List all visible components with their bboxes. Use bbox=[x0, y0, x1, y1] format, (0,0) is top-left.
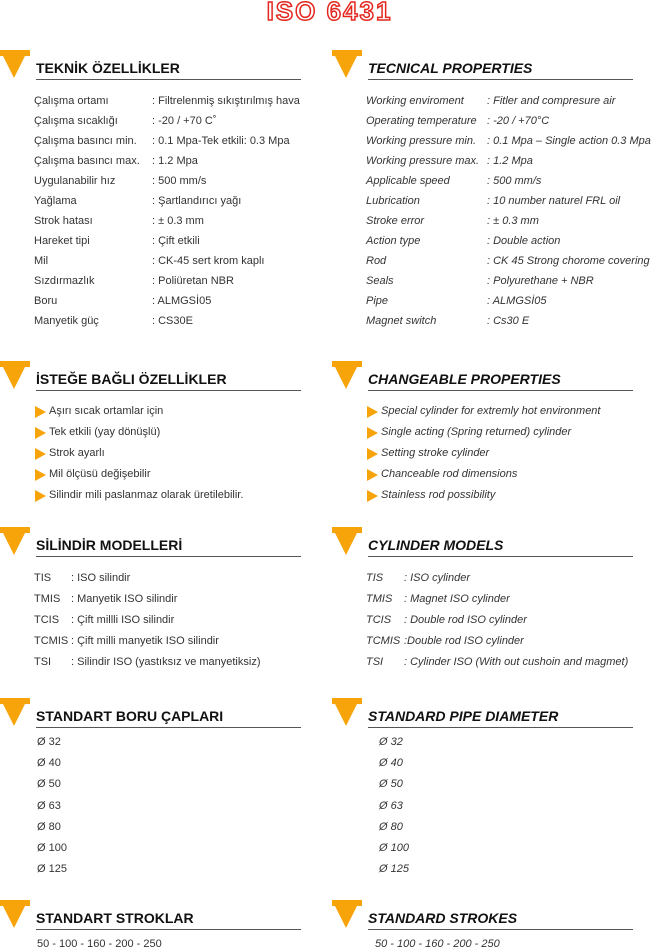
section-heading: STANDARD PIPE DIAMETER bbox=[368, 708, 559, 724]
section-header-technical bbox=[332, 50, 642, 80]
spec-label: Working pressure min. bbox=[366, 135, 477, 147]
spec-label: Strok hatası bbox=[34, 215, 93, 227]
stroke-values-en: 50 - 100 - 160 - 200 - 250 bbox=[375, 938, 500, 950]
diameter-item: Ø 80 bbox=[379, 820, 403, 833]
spec-value: : Çift milli manyetik ISO silindir bbox=[71, 635, 219, 647]
section-heading: STANDART STROKLAR bbox=[36, 910, 194, 926]
section-divider bbox=[36, 390, 301, 391]
section-divider bbox=[36, 727, 301, 728]
spec-label: Lubrication bbox=[366, 195, 420, 207]
spec-row bbox=[34, 175, 207, 187]
diameter-item: Ø 80 bbox=[37, 820, 61, 833]
section-divider bbox=[368, 390, 633, 391]
arrow-right-icon bbox=[35, 448, 46, 460]
spec-value: : 0.1 Mpa-Tek etkili: 0.3 Mpa bbox=[152, 135, 290, 147]
section-marker-triangle bbox=[332, 361, 360, 389]
spec-value: : Cs30 E bbox=[487, 315, 530, 327]
spec-row bbox=[34, 115, 217, 127]
section-heading: STANDARD STROKES bbox=[368, 910, 518, 926]
spec-label: Magnet switch bbox=[366, 315, 437, 327]
page-title: ISO 6431 bbox=[266, 0, 393, 26]
spec-label: Sızdırmazlık bbox=[34, 275, 95, 287]
spec-value: : 0.1 Mpa – Single action 0.3 Mpa bbox=[487, 135, 651, 147]
diameter-item: Ø 50 bbox=[379, 778, 403, 791]
spec-label: Çalışma sıcaklığı bbox=[34, 115, 118, 127]
spec-label: TMIS bbox=[366, 593, 393, 605]
diameter-item: Ø 63 bbox=[37, 799, 61, 812]
spec-row bbox=[366, 135, 651, 147]
spec-label: Operating temperature bbox=[366, 115, 477, 127]
bullet-text: Aşırı sıcak ortamlar için bbox=[49, 405, 164, 417]
spec-value: : Poliüretan NBR bbox=[152, 275, 234, 287]
section-header-silindir-modelleri bbox=[0, 527, 310, 557]
diameter-item: Ø 40 bbox=[379, 757, 403, 770]
arrow-right-icon bbox=[367, 406, 378, 418]
arrow-right-icon bbox=[367, 427, 378, 439]
section-marker-triangle bbox=[0, 361, 28, 389]
section-heading: SİLİNDİR MODELLERİ bbox=[36, 537, 183, 553]
spec-label: Çalışma basıncı max. bbox=[34, 155, 140, 167]
spec-label: Çalışma basıncı min. bbox=[34, 135, 137, 147]
spec-value: : 500 mm/s bbox=[152, 175, 207, 187]
section-marker-triangle bbox=[332, 50, 360, 78]
spec-label: Working enviroment bbox=[366, 95, 464, 107]
spec-value: : -20 / +70 C˚ bbox=[152, 115, 217, 127]
spec-label: TCMIS bbox=[366, 635, 401, 647]
spec-value: :Double rod ISO cylinder bbox=[404, 635, 524, 647]
spec-value: : ISO cylinder bbox=[404, 572, 471, 584]
spec-row bbox=[366, 315, 530, 327]
bullet-text: Strok ayarlı bbox=[49, 447, 105, 459]
spec-row bbox=[34, 235, 200, 247]
spec-row bbox=[34, 135, 290, 147]
spec-row bbox=[34, 572, 131, 584]
bullet-text: Single acting (Spring returned) cylinder bbox=[381, 426, 572, 438]
arrow-right-icon bbox=[35, 469, 46, 481]
section-header-changeable bbox=[332, 361, 642, 391]
spec-row bbox=[366, 155, 533, 167]
arrow-right-icon bbox=[367, 448, 378, 460]
section-divider bbox=[368, 79, 633, 80]
spec-row bbox=[34, 614, 175, 626]
section-heading: CHANGEABLE PROPERTIES bbox=[368, 371, 561, 387]
section-divider bbox=[36, 929, 301, 930]
spec-row bbox=[34, 593, 178, 605]
spec-row bbox=[34, 295, 212, 307]
spec-value: : Manyetik ISO silindir bbox=[71, 593, 178, 605]
section-heading: TEKNİK ÖZELLİKLER bbox=[36, 60, 180, 76]
spec-row bbox=[34, 315, 193, 327]
spec-value: : Magnet ISO cylinder bbox=[404, 593, 510, 605]
spec-value: : Silindir ISO (yastıksız ve manyetiksiz) bbox=[71, 656, 261, 668]
section-divider bbox=[368, 727, 633, 728]
section-divider bbox=[368, 556, 633, 557]
spec-row bbox=[366, 593, 510, 605]
section-header-istege-bagli bbox=[0, 361, 310, 391]
spec-label: TMIS bbox=[34, 593, 61, 605]
spec-label: TSI bbox=[366, 656, 384, 668]
spec-value: : CK-45 sert krom kaplı bbox=[152, 255, 265, 267]
spec-label: TSI bbox=[34, 656, 52, 668]
spec-label: Manyetik güç bbox=[34, 315, 99, 327]
spec-label: Working pressure max. bbox=[366, 155, 480, 167]
spec-value: : ± 0.3 mm bbox=[487, 215, 539, 227]
spec-row bbox=[34, 215, 204, 227]
diameter-item: Ø 125 bbox=[37, 863, 67, 876]
bullet-text: Setting stroke cylinder bbox=[381, 447, 490, 459]
section-heading: STANDART BORU ÇAPLARI bbox=[36, 708, 224, 724]
arrow-right-icon bbox=[35, 427, 46, 439]
section-marker-triangle bbox=[332, 698, 360, 726]
spec-value: : Polyurethane + NBR bbox=[487, 275, 594, 287]
spec-value: : Double rod ISO cylinder bbox=[404, 614, 527, 626]
spec-row bbox=[34, 275, 234, 287]
section-marker-triangle bbox=[0, 900, 28, 928]
spec-row bbox=[366, 635, 524, 647]
spec-value: : 1.2 Mpa bbox=[487, 155, 533, 167]
spec-label: Uygulanabilir hız bbox=[34, 175, 116, 187]
diameter-item: Ø 32 bbox=[37, 736, 61, 748]
arrow-right-icon bbox=[35, 406, 46, 418]
section-header-boru-caplari bbox=[0, 698, 310, 728]
spec-value: : Filtrelenmiş sıkıştırılmış hava bbox=[152, 95, 300, 107]
spec-label: Yağlama bbox=[34, 195, 77, 207]
diameter-item: Ø 100 bbox=[379, 842, 409, 854]
spec-label: Hareket tipi bbox=[34, 235, 90, 247]
section-marker-triangle bbox=[332, 527, 360, 555]
spec-label: TCIS bbox=[34, 614, 60, 626]
spec-value: : 500 mm/s bbox=[487, 175, 542, 187]
spec-row bbox=[366, 255, 650, 267]
spec-row bbox=[366, 295, 547, 307]
arrow-right-icon bbox=[35, 490, 46, 502]
arrow-right-icon bbox=[367, 490, 378, 502]
diameter-item: Ø 32 bbox=[379, 736, 403, 748]
spec-value: : ± 0.3 mm bbox=[152, 215, 204, 227]
spec-value: : Şartlandırıcı yağı bbox=[152, 195, 242, 207]
spec-value: : Fitler and compresure air bbox=[487, 95, 616, 107]
stroke-values-tr: 50 - 100 - 160 - 200 - 250 bbox=[37, 938, 162, 950]
spec-row bbox=[34, 656, 261, 668]
bullet-text: Silindir mili paslanmaz olarak üretilebilir. bbox=[49, 489, 244, 501]
spec-label: Action type bbox=[366, 235, 421, 247]
spec-row bbox=[366, 195, 621, 207]
spec-value: : Çift millli ISO silindir bbox=[71, 614, 175, 626]
spec-row bbox=[366, 656, 629, 668]
section-marker-triangle bbox=[332, 900, 360, 928]
spec-label: TIS bbox=[34, 572, 52, 584]
spec-label: Rod bbox=[366, 255, 387, 267]
section-divider bbox=[368, 929, 633, 930]
spec-value: : Çift etkili bbox=[152, 235, 200, 247]
spec-row bbox=[366, 614, 527, 626]
bullet-text: Stainless rod possibility bbox=[381, 489, 496, 501]
section-header-teknik bbox=[0, 50, 310, 80]
spec-value: : ALMGSİ05 bbox=[152, 295, 212, 307]
section-header-cylinder-models bbox=[332, 527, 642, 557]
section-heading: İSTEĞE BAĞLI ÖZELLİKLER bbox=[36, 371, 227, 387]
spec-label: TCIS bbox=[366, 614, 392, 626]
spec-label: Pipe bbox=[366, 295, 389, 307]
spec-value: : CS30E bbox=[152, 315, 193, 327]
spec-row bbox=[34, 155, 198, 167]
section-heading: CYLINDER MODELS bbox=[368, 537, 504, 553]
spec-row bbox=[34, 195, 242, 207]
spec-row bbox=[34, 635, 219, 647]
section-header-pipe-diameter bbox=[332, 698, 642, 728]
spec-label: Seals bbox=[366, 275, 394, 287]
spec-value: : ISO silindir bbox=[71, 572, 131, 584]
diameter-item: Ø 50 bbox=[37, 778, 61, 791]
bullet-text: Chanceable rod dimensions bbox=[381, 468, 518, 480]
diameter-item: Ø 125 bbox=[379, 863, 409, 876]
spec-label: Applicable speed bbox=[366, 175, 450, 187]
spec-row bbox=[366, 572, 471, 584]
spec-row bbox=[366, 115, 550, 127]
bullet-text: Tek etkili (yay dönüşlü) bbox=[49, 426, 161, 438]
section-divider bbox=[36, 79, 301, 80]
spec-row bbox=[366, 275, 594, 287]
section-heading: TECNICAL PROPERTIES bbox=[368, 60, 533, 76]
arrow-right-icon bbox=[367, 469, 378, 481]
bullet-text: Mil ölçüsü değişebilir bbox=[49, 468, 151, 480]
spec-label: Boru bbox=[34, 295, 58, 307]
spec-row bbox=[34, 255, 265, 267]
spec-row bbox=[366, 235, 561, 247]
spec-value: : ALMGSİ05 bbox=[487, 295, 547, 307]
spec-value: : Cylinder ISO (With out cushoin and magmet) bbox=[404, 656, 629, 668]
section-header-standart-stroklar bbox=[0, 900, 310, 930]
spec-row bbox=[366, 175, 542, 187]
section-divider bbox=[36, 556, 301, 557]
diameter-item: Ø 100 bbox=[37, 842, 67, 854]
diameter-item: Ø 63 bbox=[379, 799, 403, 812]
spec-label: Stroke error bbox=[366, 215, 425, 227]
section-header-standard-strokes bbox=[332, 900, 642, 930]
spec-label: Çalışma ortamı bbox=[34, 95, 109, 107]
spec-label: Mil bbox=[34, 255, 49, 267]
section-marker-triangle bbox=[0, 527, 28, 555]
spec-row bbox=[34, 95, 300, 107]
spec-value: : Double action bbox=[487, 235, 561, 247]
spec-value: : -20 / +70°C bbox=[487, 115, 550, 127]
spec-value: : CK 45 Strong chorome covering bbox=[487, 255, 650, 267]
spec-label: TIS bbox=[366, 572, 384, 584]
spec-row bbox=[366, 215, 539, 227]
spec-label: TCMIS bbox=[34, 635, 69, 647]
spec-row bbox=[366, 95, 616, 107]
spec-value: : 10 number naturel FRL oil bbox=[487, 195, 621, 207]
diameter-item: Ø 40 bbox=[37, 757, 61, 770]
section-marker-triangle bbox=[0, 698, 28, 726]
bullet-text: Special cylinder for extremly hot environment bbox=[381, 405, 601, 417]
spec-value: : 1.2 Mpa bbox=[152, 155, 198, 167]
section-marker-triangle bbox=[0, 50, 28, 78]
